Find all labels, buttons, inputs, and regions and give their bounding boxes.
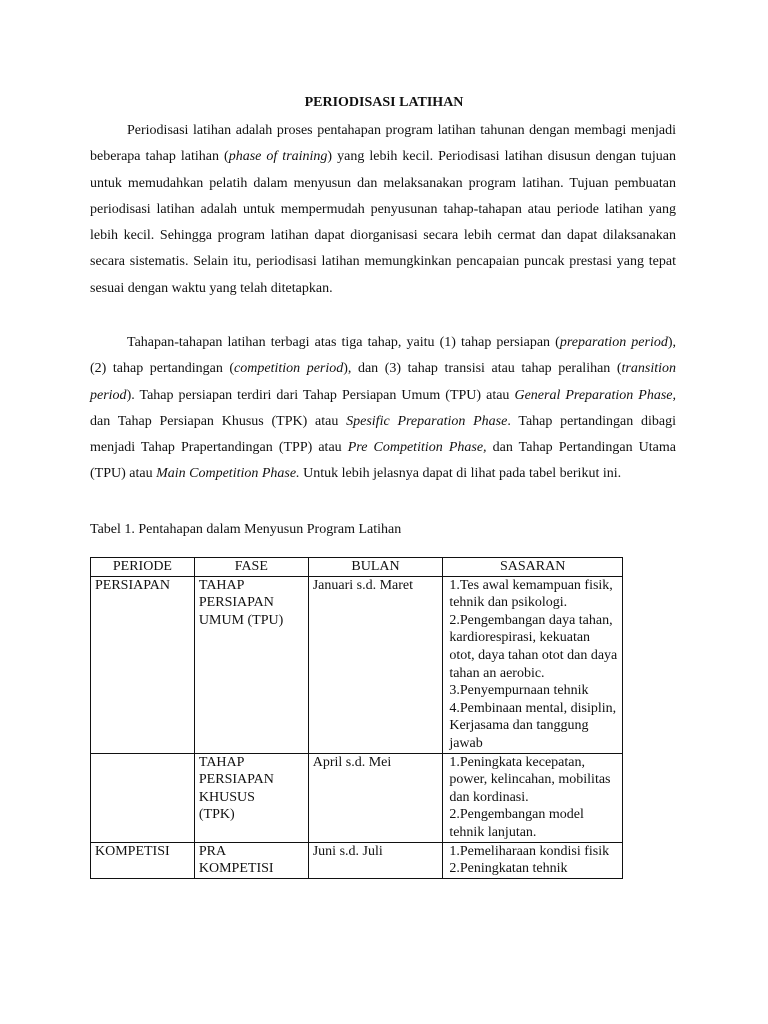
cell-periode: PERSIAPAN [91,576,195,753]
italic-term: General Preparation Phase, [514,387,677,403]
italic-term: preparation period [559,335,668,350]
sasaran-item: 2.Pengembangan model tehnik lanjutan. [449,807,584,840]
fase-line: UMUM (TPU) [198,612,284,628]
fase-line: KOMPETISI [198,861,274,877]
table-row [91,842,623,878]
cell-periode: KOMPETISI [91,842,195,878]
text-run: ), (2) tahap pertandingan ( [90,335,677,377]
sasaran-item: 2.Peningkatan tehnik [449,861,568,877]
text-run: ). Tahap persiapan terdiri dari Tahap Persiapan Umum (TPU) atau [126,387,515,403]
cell-sasaran [443,753,623,842]
fase-line: TAHAP [198,754,245,770]
text-run: ), dan (3) tahap transisi atau tahap peralihan ( [343,361,622,377]
fase-line: KHUSUS [198,789,255,805]
cell-fase [194,753,308,842]
text-run: dan Tahap Pertandingan Utama (TPU) atau [90,440,677,482]
fase-line: TAHAP [198,577,245,593]
cell-periode [91,753,195,842]
text-run: Periodisasi latihan adalah proses pentahapan program latihan tahunan dengan membagi menjadi beberapa tahap latihan ( [90,123,676,165]
text-run: dan Tahap Persiapan Khusus (TPK) atau [90,413,347,429]
cell-sasaran [443,576,623,753]
sasaran-item: 4.Pembinaan mental, disiplin, Kerjasama dan tanggung jawab [449,700,617,751]
header-bulan: BULAN [308,558,443,577]
program-table [90,557,623,879]
header-periode: PERIODE [91,558,195,577]
italic-term: phase of training [228,149,328,165]
fase-line: PRA [198,843,227,859]
header-sasaran: SASARAN [443,558,623,577]
table-row [91,576,623,753]
paragraph-1 [90,118,676,302]
fase-line: (TPK) [198,807,235,823]
sasaran-item: 1.Peningkata kecepatan, power, kelincahan, mobilitas dan kordinasi. [449,754,611,805]
cell-sasaran [443,842,623,878]
text-run: Untuk lebih jelasnya dapat di lihat pada tabel berikut ini. [299,466,622,482]
cell-fase [194,842,308,878]
italic-term: Pre Competition Phase, [347,440,487,456]
text-run: Tahapan-tahapan latihan terbagi atas tiga tahap, yaitu (1) tahap persiapan ( [127,335,560,350]
sasaran-item: 1.Pemeliharaan kondisi fisik [449,843,610,859]
sasaran-item: 3.Penyempurnaan tehnik [449,683,589,699]
table-row [91,753,623,842]
page-title: PERIODISASI LATIHAN [304,95,464,110]
sasaran-item: 1.Tes awal kemampuan fisik, tehnik dan psikologi. [449,577,613,611]
paragraph-2 [90,330,676,488]
cell-bulan: Januari s.d. Maret [308,576,443,753]
fase-line: PERSIAPAN [198,772,274,788]
cell-fase [194,576,308,753]
fase-line: PERSIAPAN [198,595,274,611]
italic-term: Spesific Preparation Phase [346,413,508,429]
italic-term: competition period [234,361,344,377]
italic-term: transition period [90,361,676,403]
sasaran-item: 2.Pengembangan daya tahan, kardiorespirasi, kekuatan otot, daya tahan otot dan daya tahan an aerobic. [449,612,618,681]
table-header-row [91,558,623,577]
cell-bulan: Juni s.d. Juli [308,842,443,878]
text-run: ) yang lebih kecil. Periodisasi latihan disusun dengan tujuan untuk memudahkan pelatih dalam menyusun dan melaksanakan program latihan. Tujuan pembuatan periodisasi latihan adalah untuk mempermudah penyusunan tahap-tahapan atau periode latihan yang lebih kecil. Sehingga program latihan dapat diorganisasi secara lebih cermat dan dapat dilaksanakan secara sistematis. Selain itu, periodisasi latihan memungkinkan pencapaian puncak prestasi yang tepat sesuai dengan waktu yang telah ditetapkan. [90,149,676,296]
text-run: . Tahap pertandingan dibagi menjadi Tahap Prapertandingan (TPP) atau [90,413,676,456]
header-fase: FASE [194,558,308,577]
table-caption: Tabel 1. Pentahapan dalam Menyusun Program Latihan [90,522,402,537]
cell-bulan: April s.d. Mei [308,753,443,842]
italic-term: Main Competition Phase. [156,466,300,482]
